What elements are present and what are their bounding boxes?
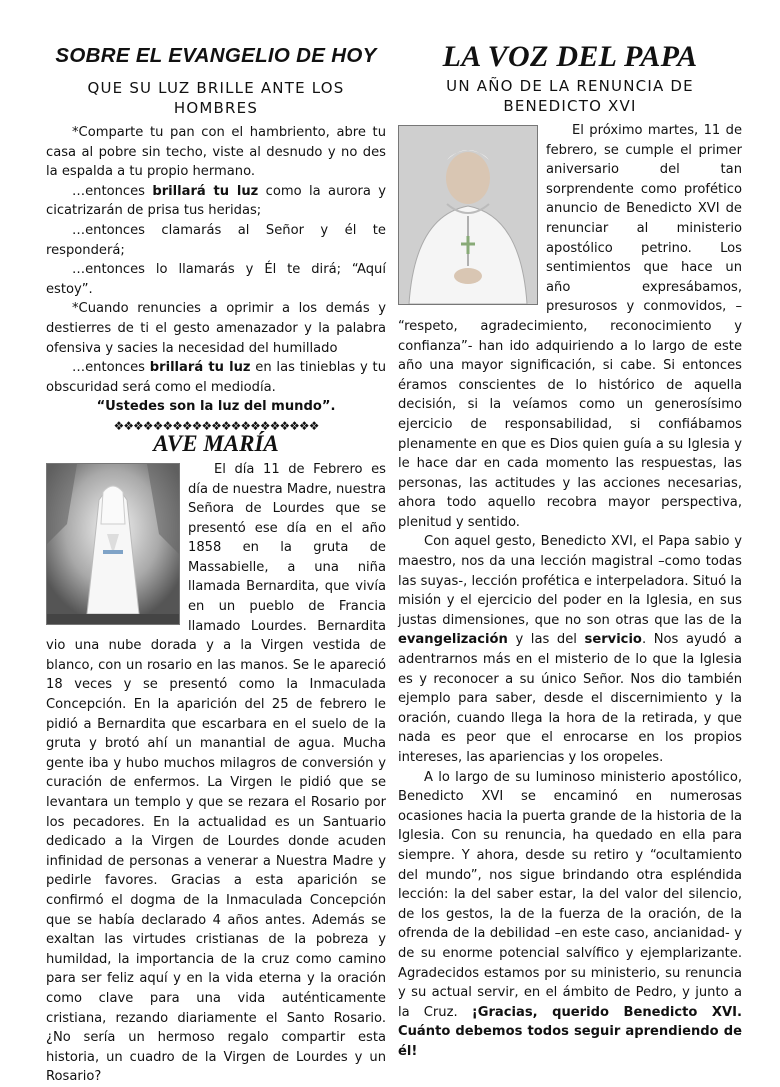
gospel-section-title: SOBRE EL EVANGELIO DE HOY bbox=[55, 44, 377, 67]
pope-text: A lo largo de su luminoso ministerio apostólico, Benedicto XVI se encaminó en numerosas ocasiones hacia la puerta grande de la historia de la Iglesia. Con su renuncia, ha quedado en ella para siempre. Y ahora, desde su retiro y “ocultamiento del mundo”, nos sigue brindando otra espléndida lección: la del saber estar, la del valor del silencio, de los gestos, la de la fuerza de la oración, de la ofrenda de la debilidad –en este caso, ancianidad- y de su enorme potencial salvífico y ejemplarizante. Agradecidos estamos por su ministerio, su renuncia y su actual servir, en el ámbito de Pedro, y junto a la Cruz. bbox=[398, 769, 742, 1020]
pope-paragraph-3 bbox=[398, 768, 742, 1062]
ave-maria-title: AVE MARÍA bbox=[153, 430, 279, 456]
gospel-paragraph-6 bbox=[46, 358, 386, 397]
pope-closing-thanks: ¡Gracias, querido Benedicto XVI. Cuánto debemos todos seguir aprendiendo de él! bbox=[398, 1004, 742, 1059]
gospel-paragraph-2 bbox=[46, 182, 386, 221]
pope-text: y las del bbox=[507, 632, 585, 648]
gospel-emphasis: brillará tu luz bbox=[149, 360, 251, 376]
gospel-subtitle: QUE SU LUZ BRILLE ANTE LOS HOMBRES bbox=[87, 79, 345, 117]
pope-paragraph-2 bbox=[398, 532, 742, 767]
gospel-text: …entonces bbox=[72, 360, 150, 376]
gospel-paragraph-4: …entonces lo llamarás y Él te dirá; “Aquí estoy”. bbox=[46, 262, 386, 297]
pope-emphasis: evangelización bbox=[398, 632, 508, 648]
pope-text: Con aquel gesto, Benedicto XVI, el Papa sabio y maestro, nos da una lección magistral –como todas las suyas-, lección profética e interpeladora. Situó la misión y el ejercicio del poder en la Iglesia, en sus justas dimensiones, que no son otras que las de la bbox=[398, 534, 742, 628]
pope-subtitle: UN AÑO DE LA RENUNCIA DE BENEDICTO XVI bbox=[446, 77, 694, 115]
gospel-paragraph-5: *Cuando renuncies a oprimir a los demás y destierres de ti el gesto amenazador y la palabra ofensiva y sacies la necesidad del humillado bbox=[46, 301, 386, 356]
pope-text: . Nos ayudó a adentrarnos más en el misterio de lo que la Iglesia es y reconocer a su único Señor. Nos dio también ejemplo para saber, desde el discernimiento y la oración, cuando llega la hora de la retirada, y que nada es peor que el enrocarse en los propios intereses, las apariencias y los oropeles. bbox=[398, 632, 742, 765]
gospel-text: en las tinieblas y tu obscuridad será como el mediodía. bbox=[46, 360, 386, 395]
virgin-of-lourdes-image bbox=[46, 463, 180, 625]
gospel-text: …entonces bbox=[72, 183, 153, 199]
gospel-quote: “Ustedes son la luz del mundo”. bbox=[96, 399, 336, 415]
gospel-paragraph-1: *Comparte tu pan con el hambriento, abre tu casa al pobre sin techo, viste al desnudo y no des la espalda a tu propio hermano. bbox=[46, 125, 386, 180]
ave-maria-text: El día 11 de Febrero es día de nuestra Madre, nuestra Señora de Lourdes que se presentó ese día en el año 1858 en la gruta de Massabielle, a una niña llamada Bernardita, que vivía en un pueblo de Francia llamado Lourdes. Bernardita vio una nube dorada y a la Virgen vestida de blanco, con un rosario en las manos. Se le apareció 18 veces y se presentó como la Inmaculada Concepción. En la aparición del 25 de febrero le pidió a Bernardita que escarbara en el suelo de la gruta y brotó ahí un manantial de agua. Mucha gente iba y hubo muchos milagros de conversión y curación de enfermos. La Virgen le pidió que se levantara un templo y que se rezara el Rosario por los pecadores. En la actualidad es un Santuario dedicado a la Virgen de Lourdes donde acuden infinidad de personas a venerar a Nuestra Madre y pedirle favores. Gracias a esta aparición se confirmó el dogma de la Inmaculada Concepción que se había declarado 4 años antes. Además se exaltan las virtudes cristianas de la pobreza y humildad, la importancia de la cruz como camino para ser feliz aquí y en la vida eterna y la oración como clave para una vida auténticamente cristiana, rezando diariamente el Santo Rosario. ¿No sería un hermoso regalo compartir esta historia, un cuadro de la Virgen de Lourdes y un Rosario? bbox=[46, 461, 386, 1085]
left-column bbox=[46, 40, 386, 1087]
gospel-paragraph-3: …entonces clamarás al Señor y él te responderá; bbox=[46, 222, 386, 258]
right-column bbox=[398, 40, 742, 1062]
pope-section-title: LA VOZ DEL PAPA bbox=[442, 40, 698, 73]
gospel-emphasis: brillará tu luz bbox=[152, 183, 259, 199]
pope-paragraph-1: El próximo martes, 11 de febrero, se cumple el primer aniversario del tan sorprendente como profético anuncio de Benedicto XVI de renunciar al ministerio apostólico petrino. Los sentimientos que hace un año expresábamos, presurosos y conmovidos, – “respeto, agradecimiento, reconocimiento y confianza”- han ido adquiriendo a lo largo de este año una mayor significación, si cabe. Si entonces éramos conscientes de lo histórico de aquella decisión, si la veíamos como un generosísimo ejercicio de responsabilidad, si confiábamos plenamente en que es Dios quien guía a su Iglesia y le hace dar en cada momento las respuestas, las personas, las actitudes y las acciones necesarias, ahora todo aquello recobra mayor perspectiva, plenitud y sentido. bbox=[398, 123, 742, 530]
ornament-divider: ❖❖❖❖❖❖❖❖❖❖❖❖❖❖❖❖❖❖❖❖❖ bbox=[113, 418, 319, 433]
pope-benedict-photo bbox=[398, 125, 538, 305]
gospel-text: como la aurora y cicatrizarán de prisa tus heridas; bbox=[46, 183, 386, 219]
pope-emphasis: servicio bbox=[584, 632, 642, 648]
